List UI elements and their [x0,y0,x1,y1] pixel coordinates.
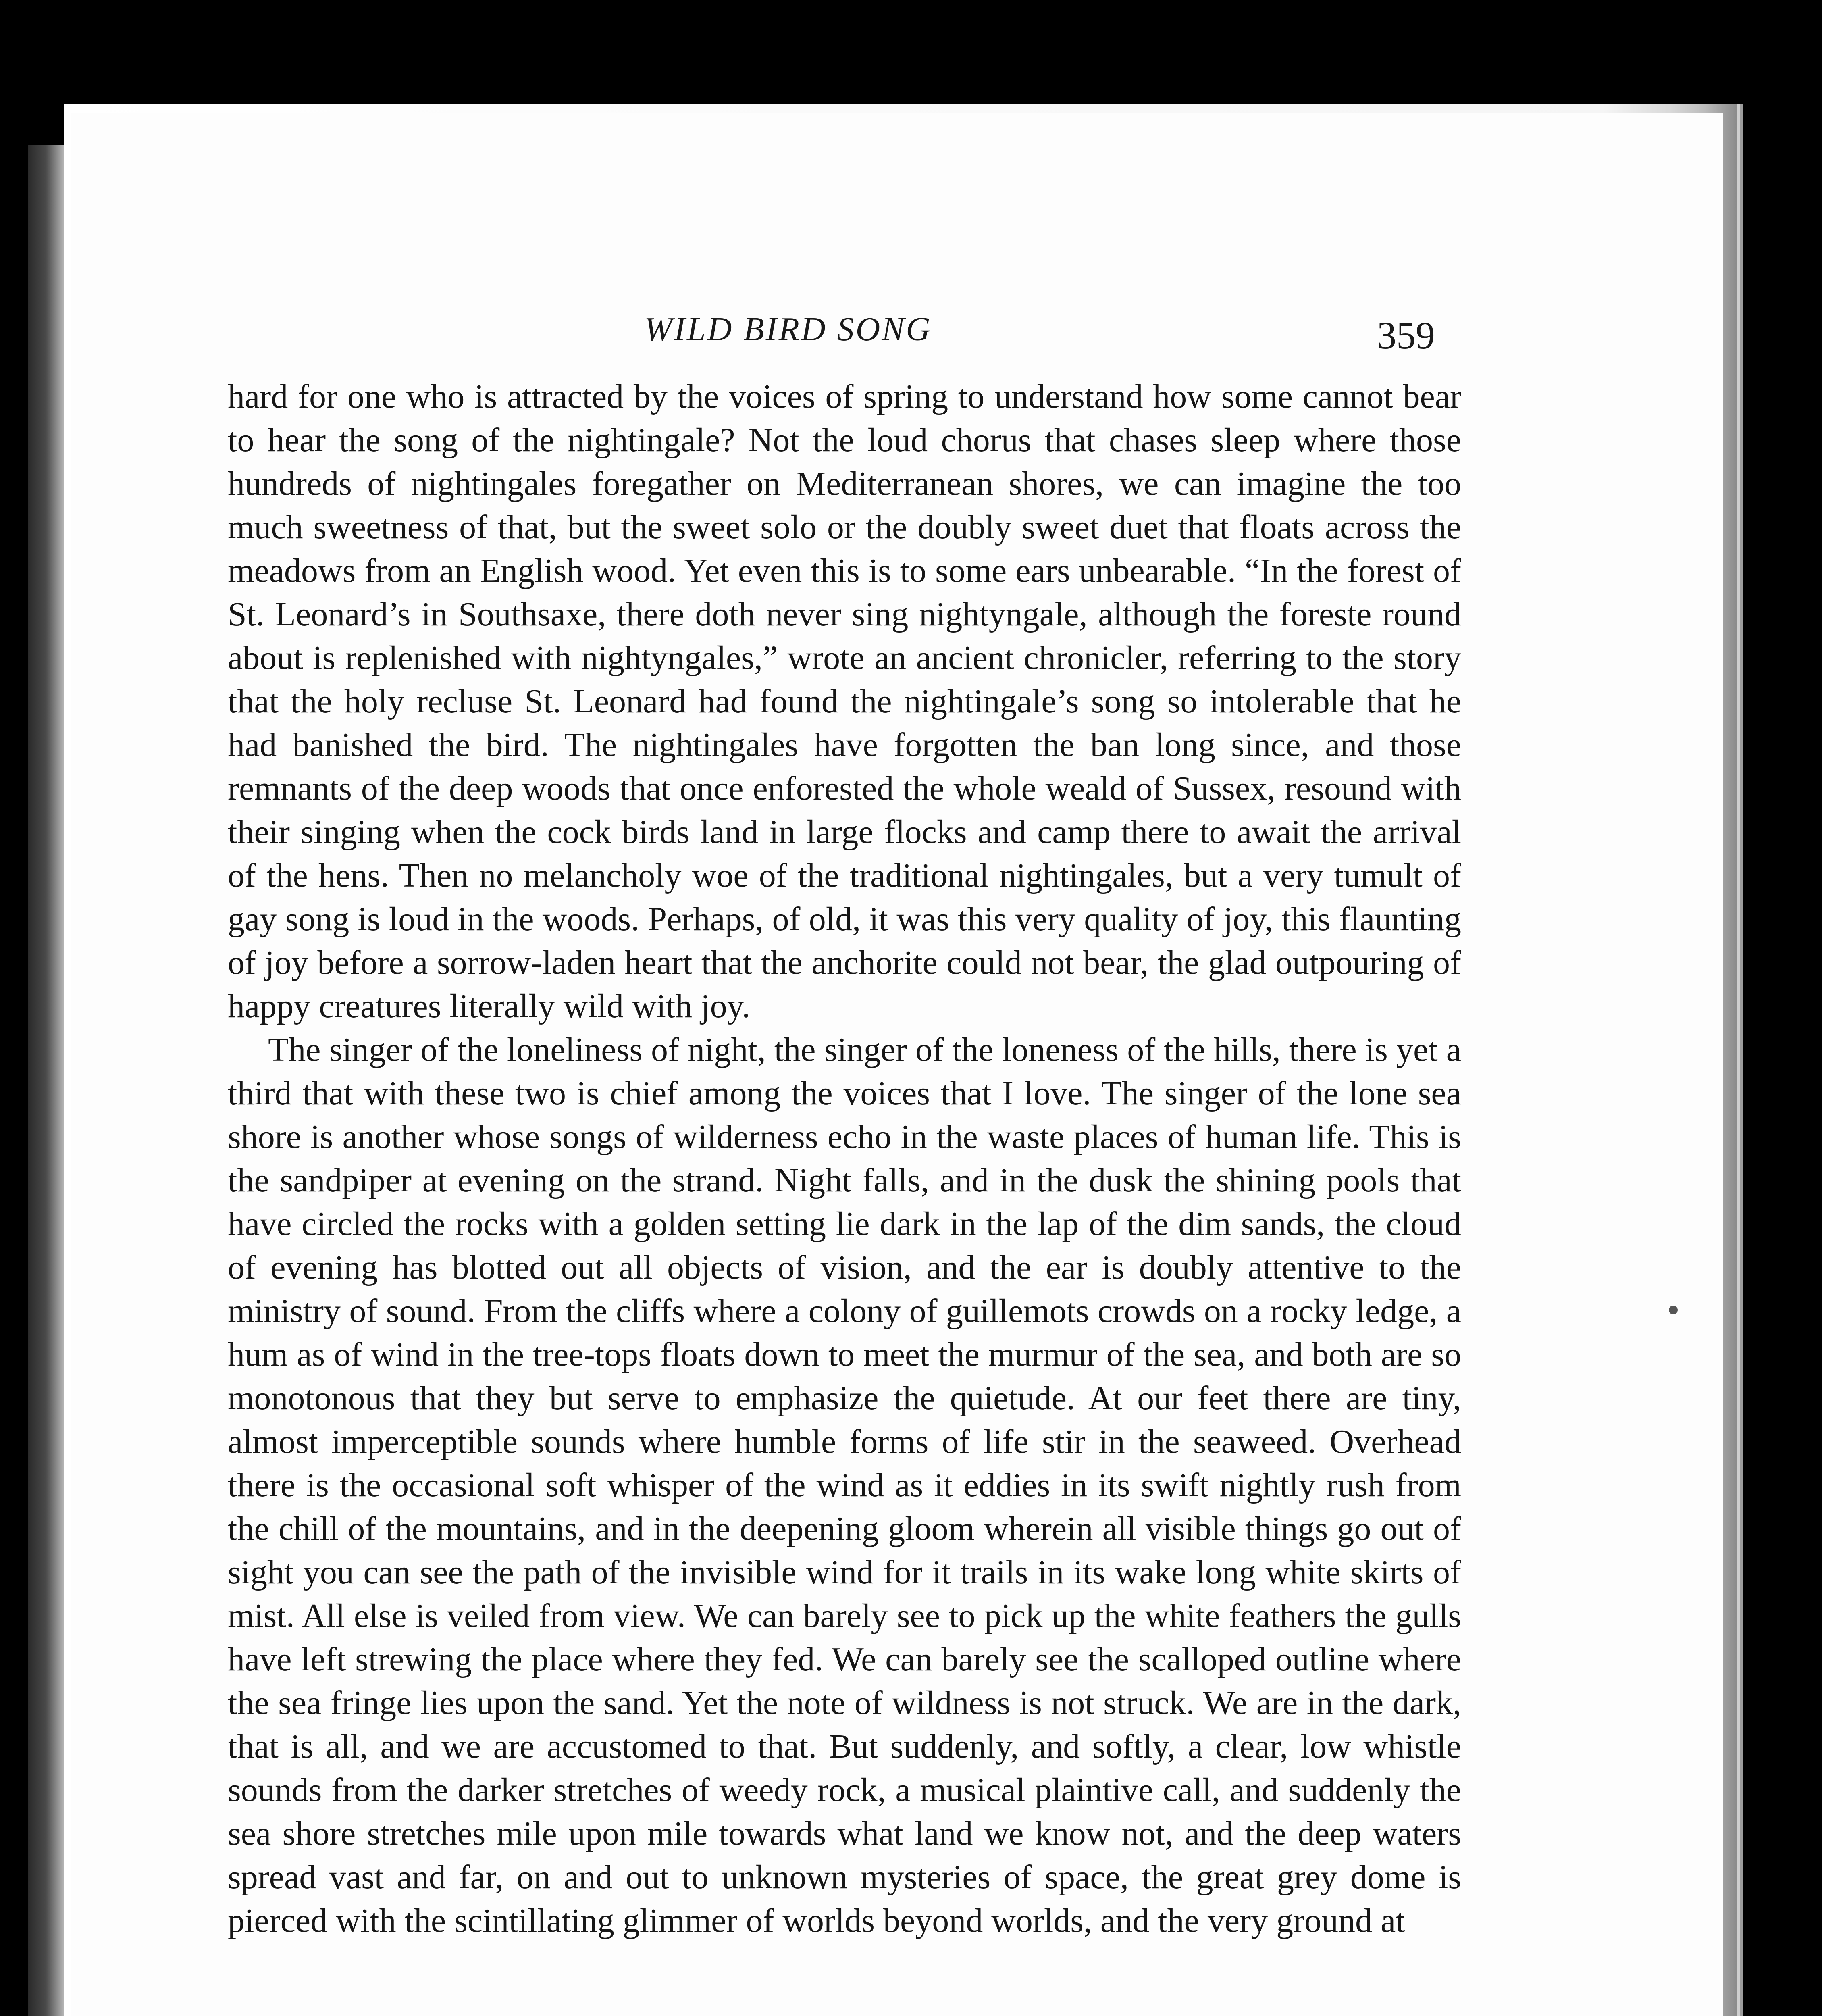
paragraph: hard for one who is attracted by the voices of spring to understand how some cannot bear to hear the song of the nightingale? Not the loud chorus that chases sleep where those hundreds of nightingales foregather on Mediterranean shores, we can imagine the too much sweetness of that, but the sweet solo or the doubly sweet duet that floats across the meadows from an English wood. Yet even this is to some ears unbearable. “In the forest of St. Leonard’s in Southsaxe, there doth never sing nightyngale, although the foreste round about is replenished with nightyngales,” wrote an ancient chronicler, referring to the story that the holy recluse St. Leonard had found the nightingale’s song so intolerable that he had banished the bird. The nightingales have forgotten the ban long since, and those remnants of the deep woods that once enforested the whole weald of Sussex, resound with their singing when the cock birds land in large flocks and camp there to await the arrival of the hens. Then no melancholy woe of the traditional nightingales, but a very tumult of gay song is loud in the woods. Perhaps, of old, it was this very quality of joy, this flaunting of joy before a sorrow-laden heart that the anchorite could not bear, the glad outpouring of happy creatures literally wild with joy. [228,378,1461,1025]
page-number: 359 [1377,314,1435,357]
margin-speck [1669,1306,1678,1314]
body-text [228,375,1461,1943]
running-title: WILD BIRD SONG [644,310,932,348]
paragraph: The singer of the loneliness of night, the singer of the loneness of the hills, there is yet a third that with these two is chief among the voices that I love. The singer of the lone sea shore is another whose songs of wilderness echo in the waste places of human life. This is the sandpiper at evening on the strand. Night falls, and in the dusk the shining pools that have circled the rocks with a golden setting lie dark in the lap of the dim sands, the cloud of evening has blotted out all objects of vision, and the ear is doubly attentive to the ministry of sound. From the cliffs where a colony of guillemots crowds on a rocky ledge, a hum as of wind in the tree-tops floats down to meet the murmur of the sea, and both are so monotonous that they but serve to emphasize the quietude. At our feet there are tiny, almost imperceptible sounds where humble forms of life stir in the seaweed. Overhead there is the occasional soft whisper of the wind as it eddies in its swift nightly rush from the chill of the mountains, and in the deepening gloom wherein all visible things go out of sight you can see the path of the invisible wind for it trails in its wake long white skirts of mist. All else is veiled from view. We can barely see to pick up the white feathers the gulls have left strewing the place where they fed. We can barely see the scalloped outline where the sea fringe lies upon the sand. Yet the note of wildness is not struck. We are in the dark, that is all, and we are accustomed to that. But suddenly, and softly, a clear, low whistle sounds from the darker stretches of weedy rock, a musical plaintive call, and suddenly the sea shore stretches mile upon mile towards what land we know not, and the deep waters spread vast and far, on and out to unknown mysteries of space, the great grey dome is pierced with the scintillating glimmer of worlds beyond worlds, and the very ground at [228,1031,1461,1939]
running-head [226,310,1435,358]
